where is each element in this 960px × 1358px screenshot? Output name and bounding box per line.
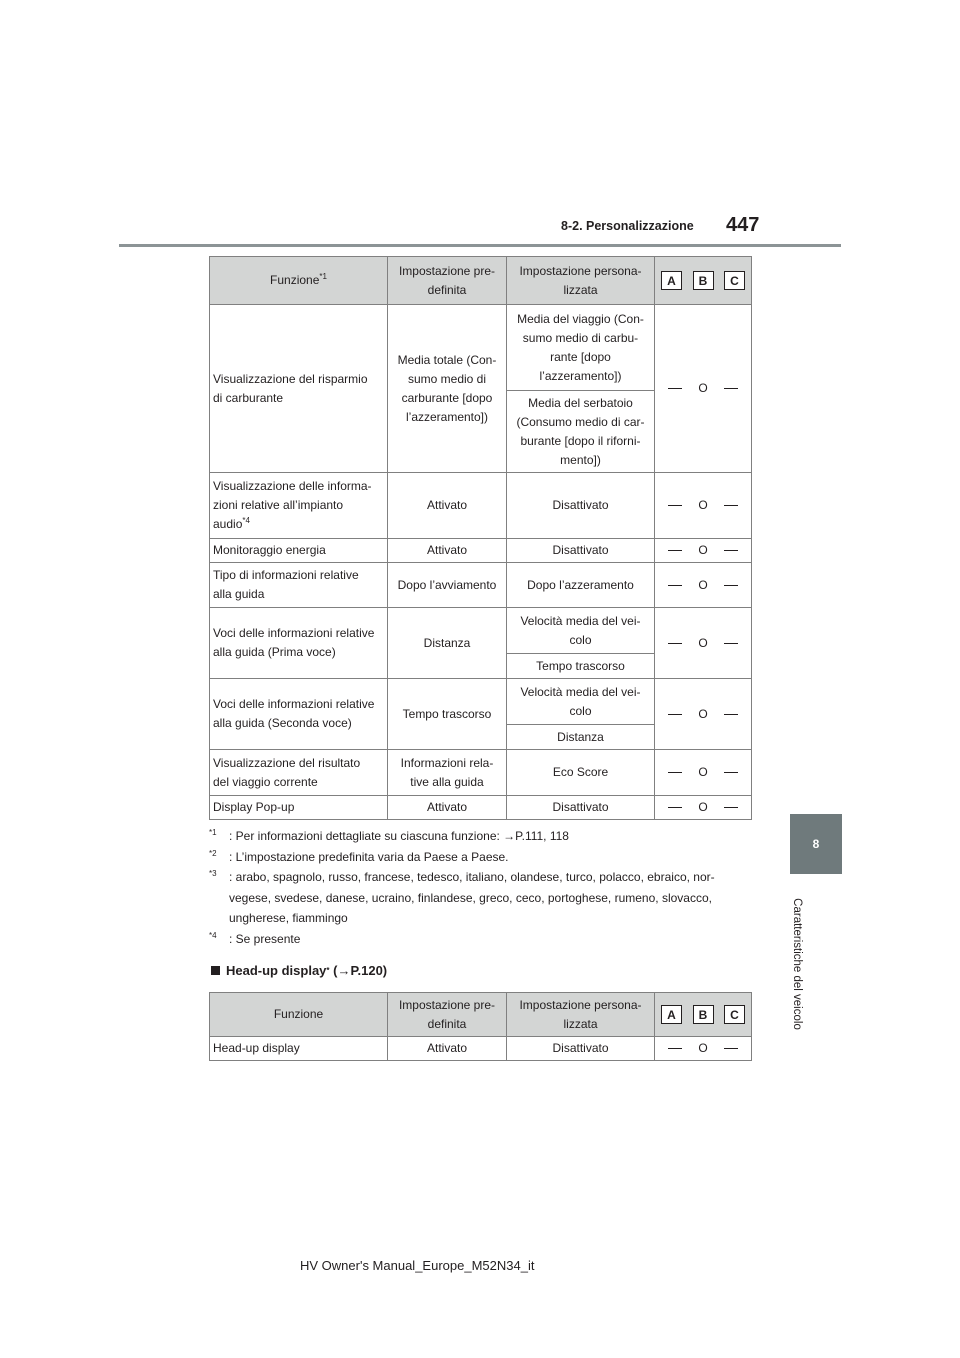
row-custom: Disattivato [507, 1037, 655, 1061]
footnotes [209, 826, 749, 949]
dash-mark [668, 550, 682, 551]
dash-mark [724, 772, 738, 773]
row-marks [655, 473, 752, 539]
letter-c-badge: C [724, 271, 745, 290]
row-function: Voci delle informazioni relative alla guida (Prima voce) [210, 608, 388, 679]
o-mark: O [698, 800, 708, 814]
o-mark: O [698, 635, 708, 650]
row-default: Informazioni rela- tive alla guida [388, 750, 507, 796]
settings-table-head-up [209, 992, 752, 1061]
row-custom: Disattivato [507, 796, 655, 820]
dash-mark [668, 388, 682, 389]
row-default: Media totale (Con- sumo medio di carburante [dopo l’azzeramento]) [388, 305, 507, 473]
dash-mark [724, 388, 738, 389]
o-mark: O [698, 381, 708, 395]
row-custom: Disattivato [507, 539, 655, 563]
table-row [210, 539, 752, 563]
row-custom: Distanza [507, 725, 655, 750]
dash-mark [668, 714, 682, 715]
row-default: Attivato [388, 539, 507, 563]
table-row [210, 563, 752, 608]
o-mark: O [698, 706, 708, 721]
table-row [210, 796, 752, 820]
row-marks [655, 563, 752, 608]
row-marks [655, 608, 752, 679]
row-custom: Velocità media del vei- colo [507, 608, 655, 654]
table-header-row [210, 993, 752, 1037]
header-function: Funzione [210, 993, 388, 1037]
row-function: Head-up display [210, 1037, 388, 1061]
row-marks [655, 539, 752, 563]
row-custom: Media del viaggio (Con- sumo medio di carbu- rante [dopo l’azzeramento]) [507, 305, 655, 391]
dash-mark [668, 585, 682, 586]
dash-mark [724, 1048, 738, 1049]
header-letters [655, 257, 752, 305]
row-marks [655, 1037, 752, 1061]
dash-mark [724, 550, 738, 551]
dash-mark [668, 643, 682, 644]
row-custom: Dopo l’azzeramento [507, 563, 655, 608]
dash-mark [668, 807, 682, 808]
row-custom: Disattivato [507, 473, 655, 539]
row-marks [655, 679, 752, 750]
footnote: $^{*4}$ : Se presente [209, 930, 301, 946]
o-mark: O [698, 543, 708, 557]
page-reference-link[interactable]: (→P.120) [333, 963, 388, 978]
letter-a-badge: A [661, 1005, 682, 1024]
table-row [210, 608, 752, 654]
footnote: $^{*1}$ : Per informazioni dettagliate su ciascuna funzione: →P.111, 118 [209, 828, 569, 843]
dash-mark [724, 807, 738, 808]
footer-manual-id: HV Owner's Manual_Europe_M52N34_it [300, 1258, 535, 1273]
row-custom: Media del serbatoio (Consumo medio di car- burante [dopo il riforni- mento]) [507, 391, 655, 473]
header-default: Impostazione pre- definita [388, 257, 507, 305]
table-header-row [210, 257, 752, 305]
subheading-head-up-display: Head-up display * (→P.120) [211, 963, 387, 978]
row-marks [655, 750, 752, 796]
header-letters [655, 993, 752, 1037]
table-row [210, 679, 752, 725]
row-function: Visualizzazione del risultato del viaggio corrente [210, 750, 388, 796]
header-function: Funzione$^{*1}$ [210, 257, 388, 305]
header-custom: Impostazione persona- lizzata [507, 993, 655, 1037]
dash-mark [724, 643, 738, 644]
page-number: 447 [726, 214, 760, 236]
row-marks [655, 305, 752, 473]
dash-mark [724, 505, 738, 506]
o-mark: O [698, 498, 708, 512]
row-function: Visualizzazione del risparmio di carburante [210, 305, 388, 473]
section-title: 8-2. Personalizzazione [561, 219, 694, 233]
dash-mark [668, 772, 682, 773]
letter-b-badge: B [693, 1005, 714, 1024]
chapter-title: Caratteristiche del veicolo [791, 898, 803, 1030]
chapter-tab[interactable] [790, 814, 842, 874]
bullet-square-icon [211, 966, 220, 975]
dash-mark [668, 1048, 682, 1049]
settings-table-main [209, 256, 752, 820]
o-mark: O [698, 1041, 708, 1055]
footnote: $^{*3}$ : arabo, spagnolo, russo, francese, tedesco, italiano, olandese, turco, polacco, ebraico, nor- vegese, svedese, danese, ucraino, finlandese, greco, ceco, portoghese, rumeno, slovacco, ungherese, fiammingo [209, 869, 715, 925]
header-divider [119, 244, 841, 247]
row-custom: Tempo trascorso [507, 654, 655, 679]
row-marks [655, 796, 752, 820]
row-custom: Velocità media del vei- colo [507, 679, 655, 725]
row-function: Tipo di informazioni relative alla guida [210, 563, 388, 608]
chapter-title-vertical [787, 884, 807, 1044]
header-default: Impostazione pre- definita [388, 993, 507, 1037]
letter-c-badge: C [724, 1005, 745, 1024]
chapter-number: 8 [812, 837, 820, 851]
letter-a-badge: A [661, 271, 682, 290]
table-row [210, 305, 752, 391]
table-row [210, 1037, 752, 1061]
row-custom: Eco Score [507, 750, 655, 796]
table-row [210, 750, 752, 796]
o-mark: O [698, 765, 708, 779]
row-default: Attivato [388, 473, 507, 539]
row-default: Attivato [388, 796, 507, 820]
footnote: $^{*2}$ : L’impostazione predefinita varia da Paese a Paese. [209, 848, 509, 864]
row-function: Display Pop-up [210, 796, 388, 820]
row-default: Attivato [388, 1037, 507, 1061]
row-default: Distanza [388, 608, 507, 679]
table-row [210, 473, 752, 539]
row-function: Voci delle informazioni relative alla guida (Seconda voce) [210, 679, 388, 750]
row-function: Monitoraggio energia [210, 539, 388, 563]
header-custom: Impostazione persona- lizzata [507, 257, 655, 305]
dash-mark [724, 714, 738, 715]
dash-mark [724, 585, 738, 586]
row-function: Visualizzazione delle informa- zioni relative all’impianto audio$^{*4}$ [210, 473, 388, 539]
o-mark: O [698, 577, 708, 592]
dash-mark [668, 505, 682, 506]
row-default: Dopo l’avviamento [388, 563, 507, 608]
row-default: Tempo trascorso [388, 679, 507, 750]
letter-b-badge: B [693, 271, 714, 290]
